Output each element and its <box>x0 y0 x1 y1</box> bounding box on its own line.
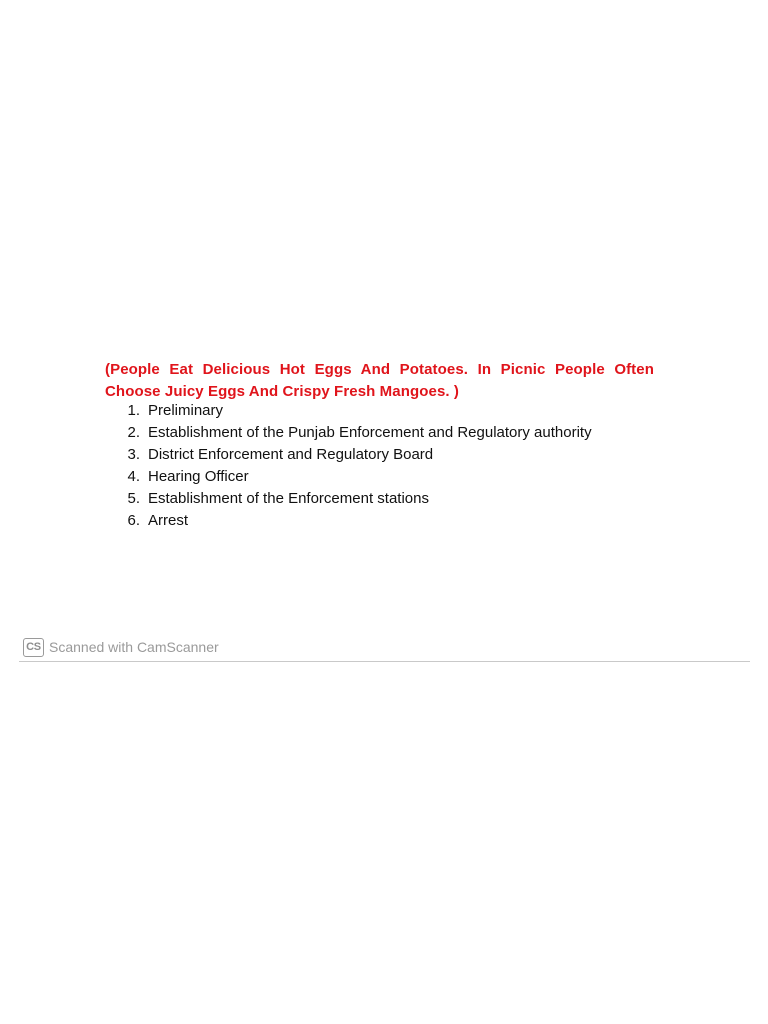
list-item-text: Hearing Officer <box>148 468 249 485</box>
list-item-text: District Enforcement and Regulatory Board <box>148 446 434 463</box>
list-item-number: 5. <box>127 490 140 507</box>
footer-divider <box>19 661 750 662</box>
scanner-watermark <box>23 636 219 658</box>
list-item-text: Establishment of the Punjab Enforcement and Regulatory authority <box>148 424 592 441</box>
list-item-text: Preliminary <box>148 402 224 419</box>
scanner-watermark-text: Scanned with CamScanner <box>49 639 219 655</box>
camscanner-logo-icon: CS <box>23 638 44 657</box>
list-item-number: 1. <box>127 402 140 419</box>
list-item-number: 2. <box>127 424 140 441</box>
list-item-text: Establishment of the Enforcement stations <box>148 490 429 507</box>
mnemonic-note: (People Eat Delicious Hot Eggs And Potatoes. In Picnic People Often Choose Juicy Eggs And Crispy Fresh Mangoes. ) <box>105 361 654 400</box>
list-item-number: 3. <box>127 446 140 463</box>
list-item-text: Arrest <box>148 512 189 529</box>
list-item-number: 4. <box>127 468 140 485</box>
list-item-number: 6. <box>127 512 140 529</box>
